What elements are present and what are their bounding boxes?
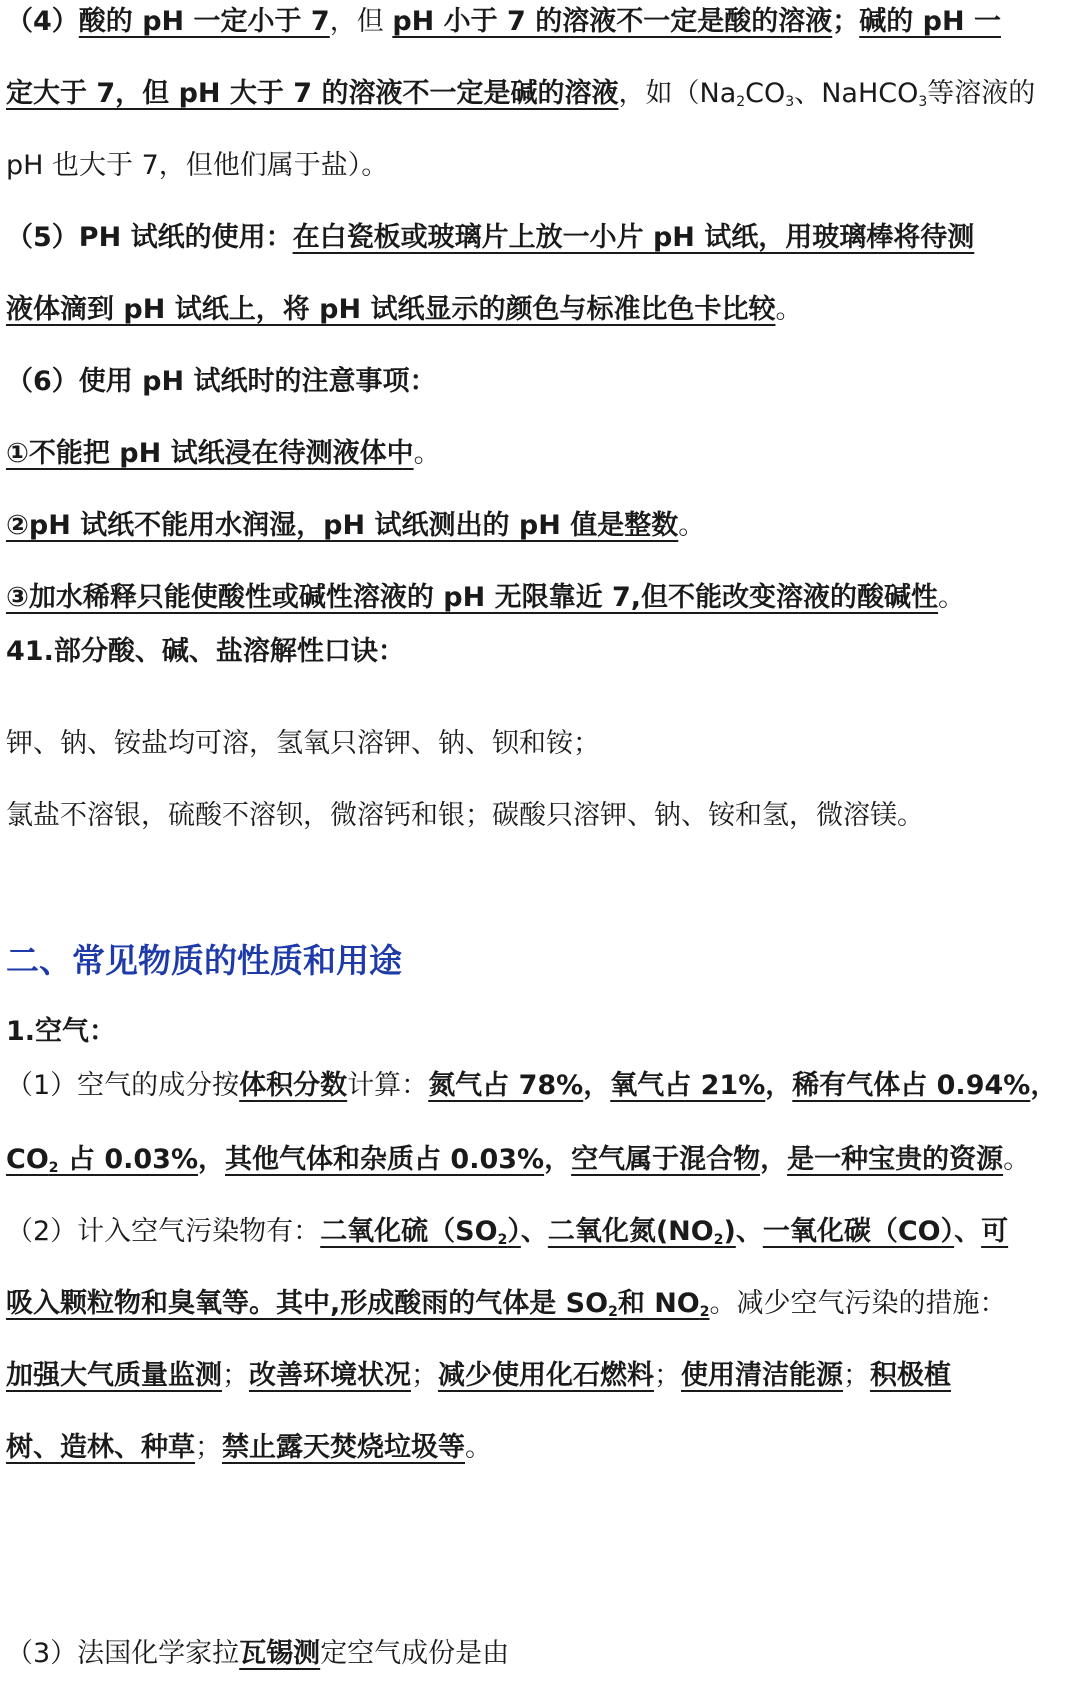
a1-p4: 氮气占 78% [428, 1070, 584, 1101]
a1-p12: ， [198, 1144, 226, 1175]
a1-p3: 计算： [347, 1070, 429, 1101]
a2-p12: 和 NO [617, 1288, 700, 1319]
a1-p10-sub: 2 [48, 1160, 59, 1176]
a2-p5: 二氧化氮(NO [547, 1216, 714, 1247]
p6-item2 [6, 506, 705, 546]
a2-line1 [6, 1212, 1008, 1252]
p6-item3 [6, 578, 965, 618]
p5-line1 [6, 218, 974, 258]
a2-p26: 。 [465, 1432, 492, 1463]
a1-p9: ， [1030, 1070, 1058, 1101]
p6-i1-end: 。 [413, 438, 441, 469]
p4-prefix: （4） [6, 6, 79, 37]
a2-p11: 吸入颗粒物和臭氧等。其中,形成酸雨的气体是 SO [6, 1288, 609, 1319]
a2-no2 [548, 1216, 736, 1247]
p4-s2: ，但 [329, 6, 393, 37]
a2-p5-sub: 2 [713, 1232, 724, 1248]
a1-p15: 空气属于混合物 [571, 1144, 761, 1175]
a2-p24: ； [195, 1432, 222, 1463]
a2-p2-sub: 2 [497, 1232, 508, 1248]
a2-p23: 树、造林、种草 [6, 1432, 195, 1463]
a1-p16: ， [760, 1144, 788, 1175]
a1-line2 [6, 1140, 1030, 1180]
a1-p14: ， [544, 1144, 572, 1175]
p4-line3: pH 也大于 7，但他们属于盐）。 [6, 150, 389, 181]
a1-p10: CO [6, 1144, 49, 1175]
a2-p18: 减少使用化石燃料 [438, 1360, 654, 1391]
a2-p15: ； [222, 1360, 249, 1391]
a2-p11-sub: 2 [608, 1304, 618, 1320]
a1-co2 [6, 1144, 198, 1175]
p4-line1 [6, 2, 1001, 42]
a2-p6: ) [723, 1216, 736, 1247]
p4-s4: ； [832, 6, 860, 37]
a1-p7: ， [765, 1070, 793, 1101]
a2-p22: 积极植 [870, 1360, 951, 1391]
p6-i3-end: 。 [938, 582, 966, 613]
s41-line2: 氯盐不溶银，硫酸不溶钡，微溶钙和银；碳酸只溶钾、钠、铵和氢，微溶镁。 [6, 800, 924, 831]
a1-line1 [6, 1066, 1057, 1106]
p4-s7c: 、NaHCO [794, 78, 919, 109]
a1-p6: 氧气占 21% [610, 1070, 766, 1101]
a2-line2 [6, 1284, 1007, 1324]
section2-heading: 二、常见物质的性质和用途 [6, 941, 402, 980]
fade-overlay [560, 1620, 1080, 1695]
p4-sub3: 3 [918, 94, 928, 110]
p6-i1: ①不能把 pH 试纸浸在待测液体中 [6, 438, 414, 469]
a2-so2 [320, 1216, 521, 1247]
p4-line2 [6, 74, 1035, 114]
a2-p8: 一氧化碳（CO） [762, 1216, 955, 1247]
a2-acid-rain [6, 1288, 710, 1319]
p6-i2-end: 。 [678, 510, 706, 541]
a2-p20: 使用清洁能源 [681, 1360, 843, 1391]
s41-line1: 钾、钠、铵盐均可溶，氢氧只溶钾、钠、钡和铵； [6, 728, 600, 759]
a2-p4: 、 [520, 1216, 548, 1247]
air-title: 1.空气： [6, 1016, 117, 1047]
a1-p11: 占 0.03% [58, 1144, 199, 1175]
a2-p12-sub: 2 [699, 1304, 710, 1320]
p6-item1 [6, 434, 441, 474]
p5-title: （5）PH 试纸的使用： [6, 222, 293, 253]
s41-title: 41.部分酸、碱、盐溶解性口诀： [6, 636, 405, 667]
p4-s5: 碱的 pH 一 [859, 6, 1001, 37]
p5-line2 [6, 290, 802, 330]
a2-line3 [6, 1356, 951, 1396]
a1-p2: 体积分数 [239, 1070, 348, 1101]
p4-s7 [619, 78, 1036, 109]
a2-p21: ； [843, 1360, 870, 1391]
a2-p13: 。减少空气污染的措施： [709, 1288, 1007, 1319]
p4-s7-text: ，如（Na [618, 78, 737, 109]
a1-p13: 其他气体和杂质占 0.03% [225, 1144, 545, 1175]
a2-p9: 、 [954, 1216, 982, 1247]
p6-i3: ③加水稀释只能使酸性或碱性溶液的 pH 无限靠近 7,但不能改变溶液的酸碱性 [6, 582, 939, 613]
p4-sub1: 2 [736, 94, 746, 110]
p6-i2: ②pH 试纸不能用水润湿，pH 试纸测出的 pH 值是整数 [6, 510, 679, 541]
a1-p5: ， [583, 1070, 611, 1101]
a2-p3: ） [507, 1216, 521, 1247]
p5-s4: 。 [775, 294, 803, 325]
a2-p19: ； [654, 1360, 681, 1391]
a2-p7: 、 [735, 1216, 763, 1247]
a2-p16: 改善环境状况 [249, 1360, 411, 1391]
a2-p14: 加强大气质量监测 [6, 1360, 222, 1391]
p5-s3: 液体滴到 pH 试纸上，将 pH 试纸显示的颜色与标准比色卡比较 [6, 294, 776, 325]
p4-s1: 酸的 pH 一定小于 7 [78, 6, 330, 37]
a1-p1: （1）空气的成分按 [6, 1070, 240, 1101]
a1-p17: 是一种宝贵的资源 [787, 1144, 1004, 1175]
a3-line1 [6, 1634, 509, 1674]
a2-line4 [6, 1428, 492, 1468]
a1-p18: 。 [1003, 1144, 1031, 1175]
a2-p1: （2）计入空气污染物有： [6, 1216, 321, 1247]
a2-p10: 可 [981, 1216, 1009, 1247]
p4-sub2: 3 [785, 94, 795, 110]
a3-p3: 定空气成份是由 [320, 1638, 510, 1669]
a2-p25: 禁止露天焚烧垃圾等 [222, 1432, 465, 1463]
p6-title: （6）使用 pH 试纸时的注意事项： [6, 366, 437, 397]
a1-p8: 稀有气体占 0.94% [792, 1070, 1031, 1101]
p4-s3: pH 小于 7 的溶液不一定是酸的溶液 [392, 6, 833, 37]
a2-p17: ； [411, 1360, 438, 1391]
p4-s6: 定大于 7，但 pH 大于 7 的溶液不一定是碱的溶液 [6, 78, 619, 109]
a3-p1: （3）法国化学家拉 [6, 1638, 240, 1669]
a3-p2: 瓦锡测 [239, 1638, 321, 1669]
a2-p2: 二氧化硫（SO [320, 1216, 498, 1247]
p4-s7d: 等溶液的 [927, 78, 1036, 109]
p4-s7b: CO [745, 78, 786, 109]
p5-s2: 在白瓷板或玻璃片上放一小片 pH 试纸，用玻璃棒将待测 [292, 222, 975, 253]
